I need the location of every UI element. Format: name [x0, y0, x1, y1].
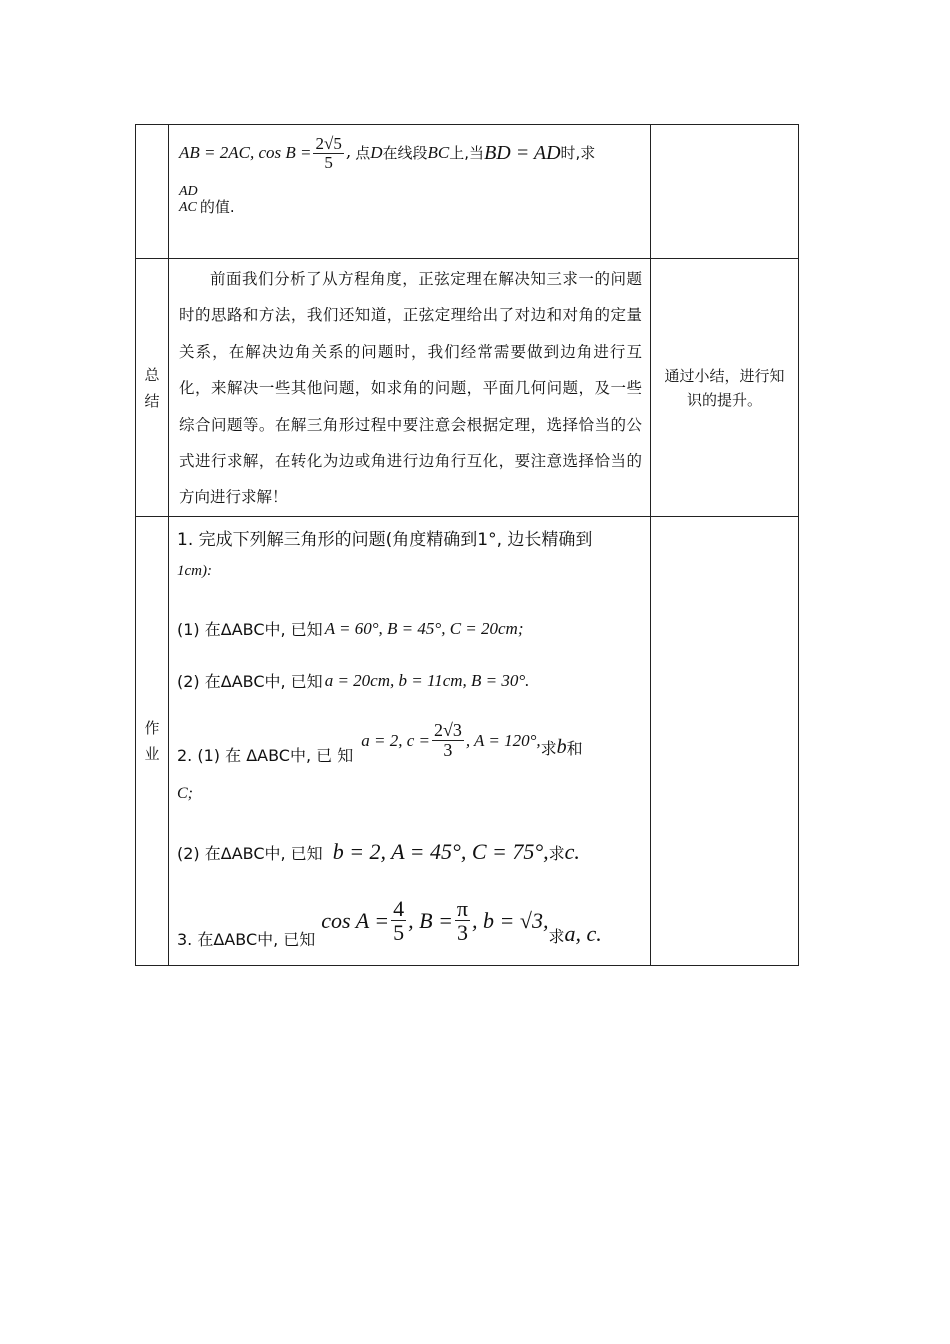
summary-label-char-2: 结 — [144, 391, 160, 410]
text-on-segment: 在线段 — [382, 143, 428, 162]
ratio-ad-over-ac — [179, 184, 235, 216]
fraction-denominator: 3 — [443, 740, 453, 760]
example-row — [136, 125, 799, 259]
homework-label — [136, 517, 169, 966]
fraction-numerator: 2√3 — [433, 720, 462, 741]
homework-label-char-1: 作 — [144, 719, 160, 737]
question-1-1-math: A = 60°, B = 45°, C = 20cm; — [324, 618, 524, 638]
example-label-cell — [136, 125, 169, 259]
example-line-2 — [179, 182, 640, 216]
question-3 — [177, 891, 602, 950]
lesson-table — [135, 124, 799, 966]
question-1: 1. 完成下列解三角形的问题(角度精确到1°, 边长精确到 — [177, 530, 593, 550]
example-note-cell — [651, 125, 799, 259]
fraction-pi-over-3 — [455, 897, 470, 944]
ratio-numerator: AD — [179, 183, 198, 199]
question-3-b: , B = — [408, 907, 453, 933]
question-1-1-prefix: (1) 在ΔABC中, 已知 — [177, 620, 323, 639]
homework-label-char-2: 业 — [144, 745, 160, 763]
question-2-1-var-b: b — [556, 736, 567, 758]
fraction-numerator: 4 — [393, 895, 405, 921]
question-2-1-prefix: 2. (1) 在 ΔABC中, 已 知 — [177, 746, 354, 765]
fraction-numerator: π — [456, 895, 469, 921]
question-2-1-find: 求 — [540, 739, 557, 758]
question-1-unit: 1cm): — [177, 563, 212, 579]
question-3-prefix: 3. 在ΔABC中, 已知 — [177, 930, 316, 949]
question-2-1-var-c: C; — [177, 785, 193, 802]
comma: , — [345, 142, 352, 163]
homework-content — [169, 517, 651, 966]
fraction-2sqrt5-over-5 — [313, 135, 343, 172]
question-3-vars: a, c. — [564, 920, 602, 946]
example-line-1 — [179, 135, 640, 172]
equation-bd-ad: BD = AD — [484, 142, 561, 165]
fraction-denominator: 3 — [456, 920, 468, 945]
ratio-denominator: AC — [179, 199, 197, 215]
question-2-1 — [177, 715, 583, 766]
summary-content — [169, 259, 651, 517]
text-value: 的值. — [199, 198, 235, 217]
question-3-find: 求 — [548, 927, 565, 946]
question-3-c: , b = √3, — [472, 907, 549, 933]
var-bc: BC — [427, 143, 450, 163]
question-1-2 — [177, 669, 529, 692]
summary-note: 通过小结，进行知识的提升。 — [651, 259, 799, 517]
question-2-2-find: 求 — [548, 843, 565, 863]
fraction-denominator: 5 — [324, 152, 333, 172]
summary-row — [136, 259, 799, 517]
question-2-2-var: c. — [564, 839, 580, 864]
example-content — [169, 125, 651, 259]
summary-label — [136, 259, 169, 517]
text-when-find: 时,求 — [560, 143, 596, 162]
question-2-1-math-b: , A = 120°, — [465, 730, 541, 750]
question-1-2-math: a = 20cm, b = 11cm, B = 30°. — [324, 670, 530, 690]
fraction-numerator: 2√5 — [315, 134, 342, 153]
question-2-1-math-a: a = 2, c = — [361, 730, 430, 750]
var-d: D — [370, 143, 383, 163]
text-point: 点 — [355, 143, 371, 162]
question-2-1-and: 和 — [566, 739, 583, 758]
question-2-2-prefix: (2) 在ΔABC中, 已知 — [177, 843, 323, 863]
equation-ab: AB = 2AC, cos B = — [179, 143, 312, 163]
question-2-2 — [177, 839, 580, 865]
fraction-2sqrt3-over-3 — [432, 721, 464, 760]
homework-row — [136, 517, 799, 966]
question-1-2-prefix: (2) 在ΔABC中, 已知 — [177, 672, 323, 691]
question-3-cos: cos A = — [321, 907, 390, 933]
text-on: 上,当 — [449, 143, 485, 162]
question-2-2-math: b = 2, A = 45°, C = 75°, — [332, 839, 549, 864]
fraction-4-over-5 — [391, 897, 406, 944]
homework-note-cell — [651, 517, 799, 966]
summary-label-char-1: 总 — [144, 365, 160, 384]
question-1-1 — [177, 617, 523, 640]
fraction-denominator: 5 — [393, 920, 405, 945]
summary-text: 前面我们分析了从方程角度，正弦定理在解决知三求一的问题时的思路和方法，我们还知道，正弦定理给出了对边和对角的定量关系，在解决边角关系的问题时，我们经常需要做到边角进行互化，来解决一些其他问题，如求角的问题，平面几何问题，及一些综合问题等。在解三角形过程中要注意会根据定理，选择恰当的公式进行求解，在转化为边或角进行边角行互化，要注意选择恰当的方向进行求解！ — [179, 270, 642, 507]
